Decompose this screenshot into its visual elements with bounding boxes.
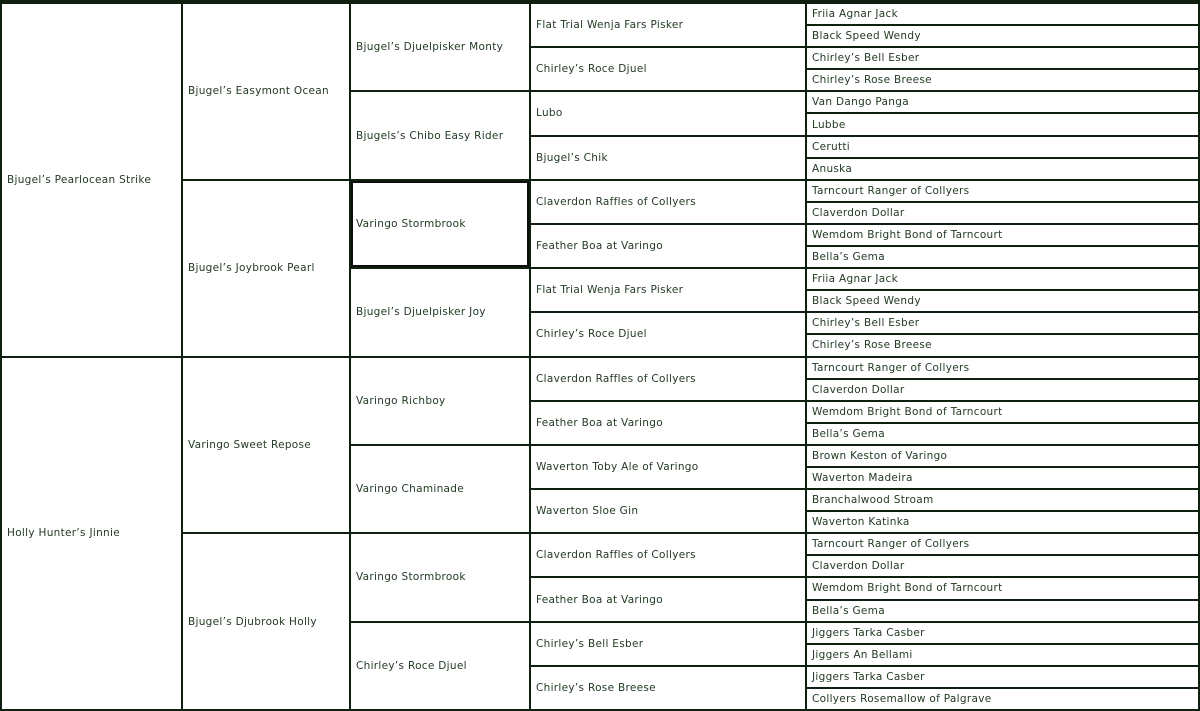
pedigree-gen5-ancestor-cell[interactable]: Claverdon Dollar [807, 380, 1198, 400]
pedigree-gen3-ancestor-cell[interactable]: Varingo Chaminade [351, 446, 529, 532]
pedigree-gen5-ancestor-cell[interactable]: Bella’s Gema [807, 424, 1198, 444]
pedigree-gen3-ancestor-cell[interactable]: Bjugel’s Djuelpisker Joy [351, 269, 529, 355]
pedigree-gen5-ancestor-cell[interactable]: Lubbe [807, 114, 1198, 134]
pedigree-gen2-ancestor-cell[interactable]: Bjugel’s Easymont Ocean [183, 4, 349, 179]
pedigree-gen3-ancestor-cell[interactable]: Chirley’s Roce Djuel [351, 623, 529, 709]
pedigree-gen5-ancestor-cell[interactable]: Black Speed Wendy [807, 291, 1198, 311]
pedigree-gen4-ancestor-cell[interactable]: Claverdon Raffles of Collyers [531, 181, 805, 223]
pedigree-gen4-ancestor-cell[interactable]: Flat Trial Wenja Fars Pisker [531, 4, 805, 46]
pedigree-gen4-ancestor-cell[interactable]: Chirley’s Bell Esber [531, 623, 805, 665]
pedigree-gen5-ancestor-cell[interactable]: Jiggers An Bellami [807, 645, 1198, 665]
pedigree-gen5-ancestor-cell[interactable]: Jiggers Tarka Casber [807, 623, 1198, 643]
pedigree-gen5-ancestor-cell[interactable]: Bella’s Gema [807, 247, 1198, 267]
pedigree-gen5-ancestor-cell[interactable]: Tarncourt Ranger of Collyers [807, 534, 1198, 554]
pedigree-gen5-ancestor-cell[interactable]: Chirley’s Rose Breese [807, 70, 1198, 90]
pedigree-gen5-ancestor-cell[interactable]: Friia Agnar Jack [807, 269, 1198, 289]
pedigree-gen3-ancestor-cell[interactable]: Varingo Stormbrook [351, 534, 529, 620]
pedigree-gen2-ancestor-cell[interactable]: Bjugel’s Joybrook Pearl [183, 181, 349, 356]
pedigree-sire-dam-gen1-ancestor-cell[interactable]: Holly Hunter’s Jinnie [2, 358, 181, 710]
pedigree-gen5-ancestor-cell[interactable]: Claverdon Dollar [807, 203, 1198, 223]
pedigree-gen4-ancestor-cell[interactable]: Feather Boa at Varingo [531, 402, 805, 444]
pedigree-gen4-ancestor-cell[interactable]: Chirley’s Roce Djuel [531, 48, 805, 90]
pedigree-gen5-ancestor-cell[interactable]: Wemdom Bright Bond of Tarncourt [807, 402, 1198, 422]
pedigree-gen4-ancestor-cell[interactable]: Claverdon Raffles of Collyers [531, 534, 805, 576]
pedigree-gen5-ancestor-cell[interactable]: Tarncourt Ranger of Collyers [807, 181, 1198, 201]
pedigree-gen4-ancestor-cell[interactable]: Chirley’s Roce Djuel [531, 313, 805, 355]
pedigree-gen5-ancestor-cell[interactable]: Brown Keston of Varingo [807, 446, 1198, 466]
pedigree-gen5-ancestor-cell[interactable]: Friia Agnar Jack [807, 4, 1198, 24]
pedigree-gen5-ancestor-cell[interactable]: Van Dango Panga [807, 92, 1198, 112]
pedigree-gen4-ancestor-cell[interactable]: Chirley’s Rose Breese [531, 667, 805, 709]
pedigree-gen5-ancestor-cell[interactable]: Waverton Katinka [807, 512, 1198, 532]
pedigree-gen4-ancestor-cell[interactable]: Feather Boa at Varingo [531, 578, 805, 620]
pedigree-gen4-ancestor-cell[interactable]: Flat Trial Wenja Fars Pisker [531, 269, 805, 311]
pedigree-gen3-ancestor-cell[interactable]: Varingo Stormbrook [351, 181, 529, 267]
pedigree-gen5-ancestor-cell[interactable]: Chirley’s Bell Esber [807, 313, 1198, 333]
pedigree-gen3-ancestor-cell[interactable]: Bjugel’s Djuelpisker Monty [351, 4, 529, 90]
pedigree-gen5-ancestor-cell[interactable]: Chirley’s Bell Esber [807, 48, 1198, 68]
pedigree-gen2-ancestor-cell[interactable]: Varingo Sweet Repose [183, 358, 349, 533]
pedigree-gen4-ancestor-cell[interactable]: Claverdon Raffles of Collyers [531, 358, 805, 400]
pedigree-gen5-ancestor-cell[interactable]: Chirley’s Rose Breese [807, 335, 1198, 355]
pedigree-gen5-ancestor-cell[interactable]: Wemdom Bright Bond of Tarncourt [807, 225, 1198, 245]
pedigree-gen5-ancestor-cell[interactable]: Claverdon Dollar [807, 556, 1198, 576]
pedigree-gen5-ancestor-cell[interactable]: Branchalwood Stroam [807, 490, 1198, 510]
pedigree-gen4-ancestor-cell[interactable]: Waverton Sloe Gin [531, 490, 805, 532]
pedigree-gen3-ancestor-cell[interactable]: Varingo Richboy [351, 358, 529, 444]
pedigree-gen5-ancestor-cell[interactable]: Tarncourt Ranger of Collyers [807, 358, 1198, 378]
pedigree-gen5-ancestor-cell[interactable]: Bella’s Gema [807, 601, 1198, 621]
pedigree-gen5-ancestor-cell[interactable]: Black Speed Wendy [807, 26, 1198, 46]
pedigree-gen4-ancestor-cell[interactable]: Waverton Toby Ale of Varingo [531, 446, 805, 488]
pedigree-gen4-ancestor-cell[interactable]: Lubo [531, 92, 805, 134]
pedigree-gen5-ancestor-cell[interactable]: Collyers Rosemallow of Palgrave [807, 689, 1198, 709]
pedigree-sire-dam-gen1-ancestor-cell[interactable]: Bjugel’s Pearlocean Strike [2, 4, 181, 356]
pedigree-gen3-ancestor-cell[interactable]: Bjugels’s Chibo Easy Rider [351, 92, 529, 178]
pedigree-gen4-ancestor-cell[interactable]: Feather Boa at Varingo [531, 225, 805, 267]
pedigree-gen5-ancestor-cell[interactable]: Jiggers Tarka Casber [807, 667, 1198, 687]
pedigree-gen5-ancestor-cell[interactable]: Cerutti [807, 137, 1198, 157]
pedigree-gen5-ancestor-cell[interactable]: Waverton Madeira [807, 468, 1198, 488]
pedigree-gen4-ancestor-cell[interactable]: Bjugel’s Chik [531, 137, 805, 179]
pedigree-gen5-ancestor-cell[interactable]: Wemdom Bright Bond of Tarncourt [807, 578, 1198, 598]
pedigree-gen2-ancestor-cell[interactable]: Bjugel’s Djubrook Holly [183, 534, 349, 709]
pedigree-gen5-ancestor-cell[interactable]: Anuska [807, 159, 1198, 179]
